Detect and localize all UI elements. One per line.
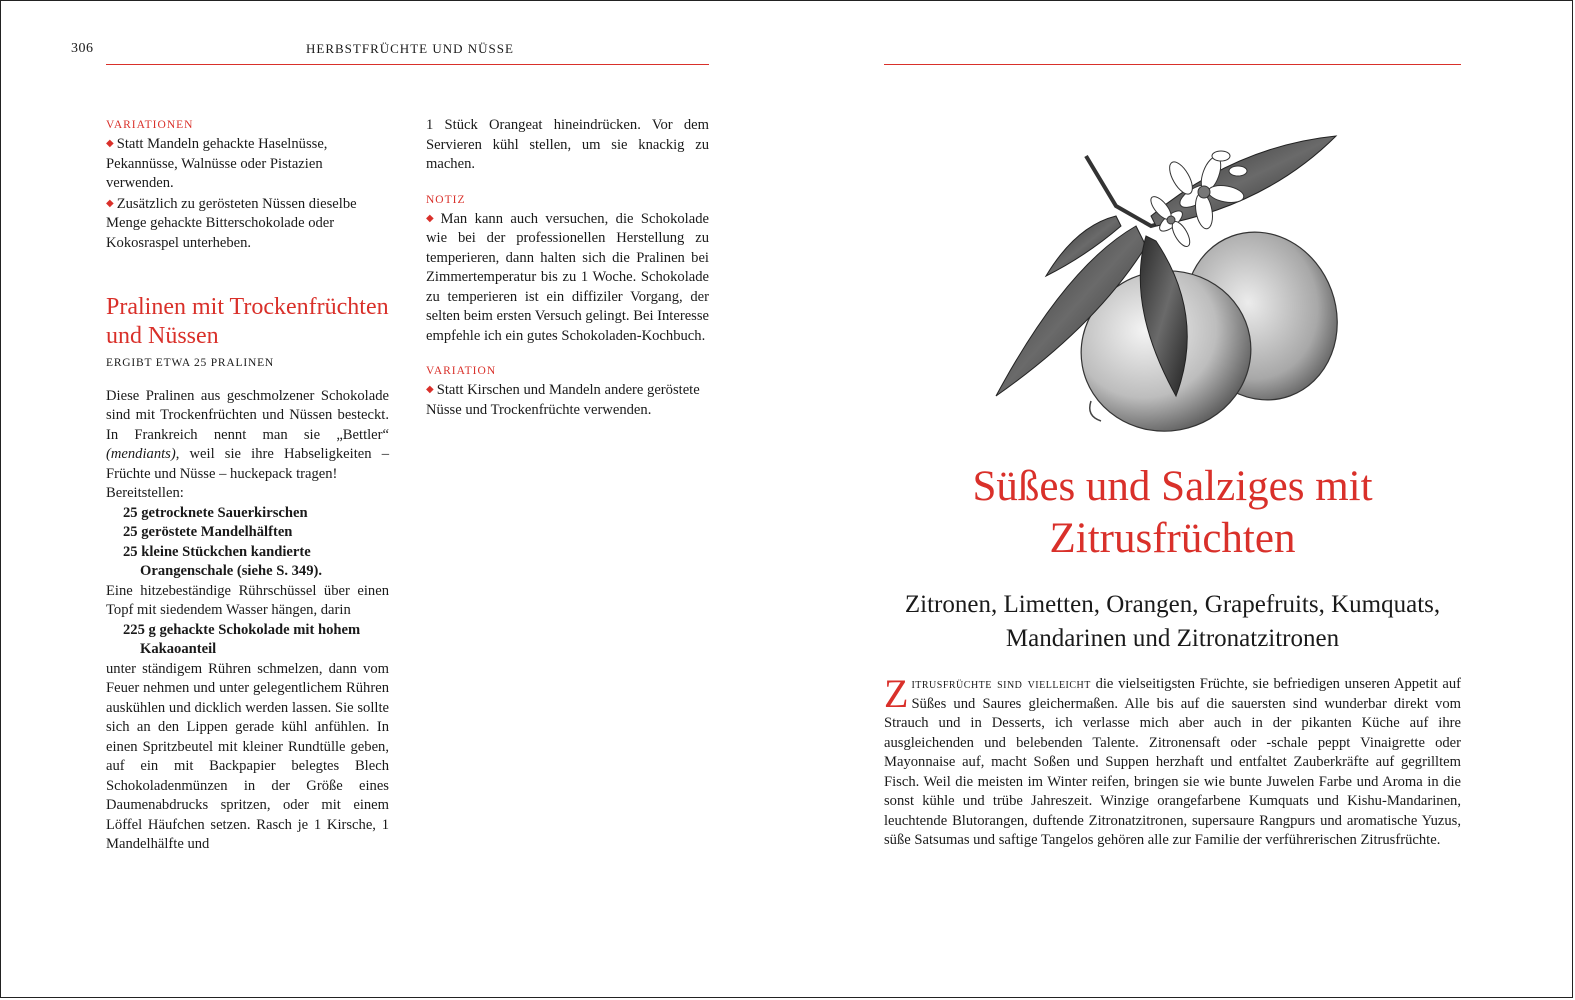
header-rule-left — [106, 64, 709, 65]
recipe-intro: Diese Pralinen aus geschmolzener Schokolade sind mit Trockenfrüchten und Nüssen besteckt. In Frankreich nennt man sie „Bettler“ (mendiants), weil sie ihre Habseligkeiten – Früchte und Nüsse – huckepack tragen! — [106, 387, 389, 482]
ingredient: 25 kleine Stückchen kandierte — [123, 543, 311, 560]
diamond-bullet-icon: ◆ — [426, 212, 438, 224]
recipe-step: unter ständigem Rühren schmelzen, dann vom Feuer nehmen und unter gelegentlichem Rühren auskühlen und dicklich werden lassen. Sie sollte sich an den Lippen gerade kühl anfühlen. In einen Spritzbeutel mit kleiner Rundtülle geben, auf ein mit Backpapier belegtes Blech Schokoladenmünzen in der Größe eines Daumenabdrucks spritzen, oder mit einem Löffel Häufchen setzen. Rasch je 1 Kirsche, 1 Mandelhälfte und — [106, 660, 389, 852]
diamond-bullet-icon: ◆ — [106, 197, 114, 209]
ingredient-continued: Orangenschale (siehe S. 349). — [140, 563, 323, 579]
variation-text: ◆ Statt Kirschen und Mandeln andere geröstete Nüsse und Trockenfrüchte verwenden. — [426, 382, 700, 418]
second-column — [426, 116, 709, 420]
recipe-title: Pralinen mit Trockenfrüchten und Nüssen — [106, 294, 389, 349]
recipe-step-continued: 1 Stück Orangeat hineindrücken. Vor dem Servieren kühl stellen, um sie knackig zu machen. — [426, 117, 709, 172]
chapter-subtitle: Zitronen, Limetten, Orangen, Grapefruits, Kumquats, Mandarinen und Zitronatzitronen — [904, 591, 1441, 652]
prepare-label: Bereitstellen: — [106, 485, 184, 501]
recipe-yield: ERGIBT ETWA 25 PRALINEN — [106, 357, 275, 369]
ingredient: 25 getrocknete Sauerkirschen — [123, 504, 308, 521]
diamond-bullet-icon: ◆ — [106, 138, 114, 149]
variation-label: VARIATION — [426, 365, 497, 377]
variations-label: VARIATIONEN — [106, 119, 194, 131]
ingredient: 25 geröstete Mandelhälften — [123, 524, 293, 540]
lemon-branch-illustration — [976, 116, 1346, 436]
diamond-bullet-icon: ◆ — [426, 384, 434, 395]
chapter-intro: Zitrusfrüchte sind vielleicht die vielseitigsten Früchte, sie befriedigen unseren Appetit auf Süßes und Saures gleichermaßen. Alle bis auf die sauersten sind wunderbar direkt vom Strauch und in Desserts, ich verlasse mich aber auch in der pikanten Küche auf ihre ausgleichenden und belebenden Talente. Zitronensaft oder -schale peppt Vinaigrette oder Mayonnaise auf, macht Soßen und Suppen herzhaft und entfaltet Zauberkräfte auf gegrilltem Fisch. Weil die meisten im Winter reifen, bringen sie wie bunte Juwelen Farbe und Aroma in die sonst kühle und trübe Jahreszeit. Winzige orangefarbene Kumquats und Kishu-Mandarinen, leuchtende Blutorangen, duftende Zitronatzitronen, supersaure Rangpurs und aromatische Yuzus, süße Satsumas und saftige Tangelos gehören alle zur Familie der verführerischen Zitrusfrüchte. — [884, 671, 1461, 848]
running-head: HERBSTFRÜCHTE UND NÜSSE — [306, 41, 514, 56]
variation-item: ◆ Statt Mandeln gehackte Haselnüsse, Pekannüsse, Walnüsse oder Pistazien verwenden. — [106, 136, 328, 191]
left-column — [106, 118, 389, 855]
ingredient-continued: Kakaoanteil — [140, 641, 217, 657]
note-text: ◆ Man kann auch versuchen, die Schokolade wie bei der professionellen Herstellung zu temperieren, dann halten sich die Pralinen bei Zimmertemperatur bis zu 1 Woche. Schokolade zu temperieren ist ein diffiziler Vorgang, der selten beim ersten Versuch gelingt. Bei Interesse empfehle ich ein gutes Schokoladen-Kochbuch. — [426, 210, 710, 344]
header-rule-right — [884, 64, 1461, 65]
ingredient: 225 g gehackte Schokolade mit hohem — [123, 621, 361, 638]
recipe-step: Eine hitzebeständige Rührschüssel über einen Topf mit siedendem Wasser hängen, darin — [106, 582, 389, 618]
note-label: NOTIZ — [426, 193, 466, 206]
page-number: 306 — [71, 41, 94, 56]
chapter-title: Süßes und Salziges mit Zitrusfrüchten — [972, 463, 1373, 562]
drop-cap: Z — [884, 671, 909, 716]
variation-item: ◆ Zusätzlich zu gerösteten Nüssen dieselbe Menge gehackte Bitterschokolade oder Kokosraspel unterheben. — [106, 195, 357, 251]
